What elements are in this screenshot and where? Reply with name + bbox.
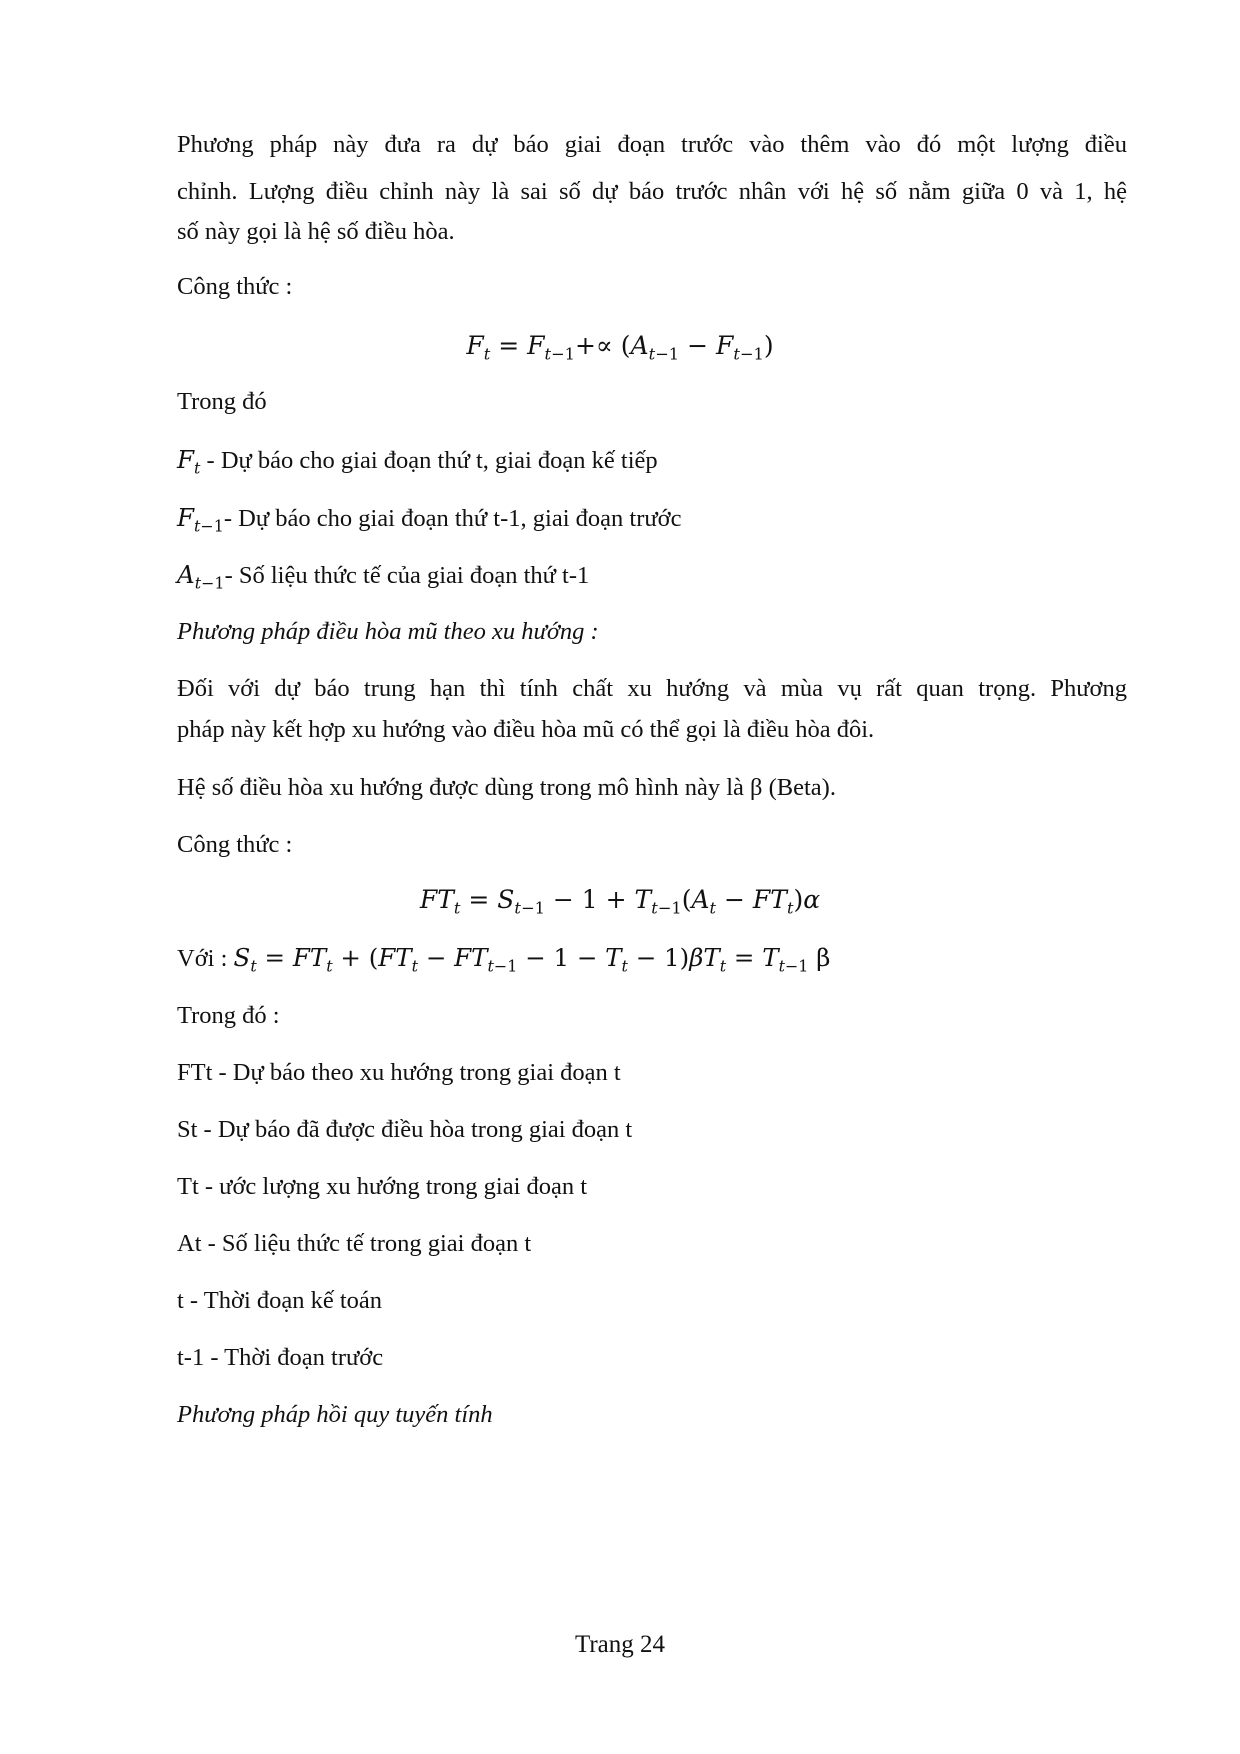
definition-FTt: FTt - Dự báo theo xu hướng trong giai đoạn t (177, 1059, 621, 1086)
heading-trend-method: Phương pháp điều hòa mũ theo xu hướng : (177, 618, 599, 645)
definition-ft-minus-1 (177, 503, 681, 534)
page-number: Trang 24 (574, 1631, 666, 1658)
definition-St: St - Dự báo đã được điều hòa trong giai đoạn t (177, 1116, 633, 1143)
voi-label: Với : (177, 945, 234, 972)
trong-do-label-2: Trong đó : (177, 1002, 280, 1029)
definition-Tt: Tt - ước lượng xu hướng trong giai đoạn t (177, 1173, 588, 1200)
cong-thuc-label-2: Công thức : (177, 831, 293, 858)
definition-t: t - Thời đoạn kế toán (177, 1287, 383, 1314)
definition-at-minus-1-text: - Số liệu thức tế của giai đoạn thứ t-1 (224, 562, 590, 589)
symbol-ft: $F_t$ (177, 445, 201, 478)
paragraph-3: Hệ số điều hòa xu hướng được dùng trong mô hình này là β (Beta). (177, 774, 836, 801)
symbol-at-minus-1: $A_{t-1}$ (177, 560, 225, 593)
formula-exponential-smoothing: $F_t = F_{t-1}+\propto (A_{t-1} - F_{t-1})$ (466, 331, 774, 364)
heading-linear-regression: Phương pháp hồi quy tuyến tính (177, 1401, 493, 1428)
paragraph-1-line-2: chỉnh. Lượng điều chỉnh này là sai số dự báo trước nhân với hệ số nằm giữa 0 và 1, hệ (177, 178, 1127, 205)
formula-smoothed-line (177, 943, 830, 974)
symbol-ft-minus-1: $F_{t-1}$ (177, 503, 224, 536)
paragraph-2-line-2: pháp này kết hợp xu hướng vào điều hòa mũ có thể gọi là điều hòa đôi. (177, 716, 875, 743)
definition-At: At - Số liệu thức tế trong giai đoạn t (177, 1230, 532, 1257)
definition-at-minus-1 (177, 560, 589, 591)
trong-do-label-1: Trong đó (177, 388, 267, 415)
definition-ft (177, 445, 658, 476)
paragraph-1-line-1: Phương pháp này đưa ra dự báo giai đoạn trước vào thêm vào đó một lượng điều (177, 131, 1127, 158)
paragraph-1-line-3: số này gọi là hệ số điều hòa. (177, 218, 455, 245)
formula-trend-forecast: $FT_t = S_{t-1} - 1 + T_{t-1}(A_t - FT_t)\alpha$ (419, 885, 821, 918)
cong-thuc-label-1: Công thức : (177, 273, 293, 300)
formula-smoothed: $S_t = FT_t + (FT_t - FT_{t-1} - 1 - T_t - 1)\beta T_t = T_{t-1}$ β (233, 943, 831, 976)
definition-ft-text: - Dự báo cho giai đoạn thứ t, giai đoạn kế tiếp (200, 447, 658, 474)
definition-t-minus-1: t-1 - Thời đoạn trước (177, 1344, 384, 1371)
paragraph-2-line-1: Đối với dự báo trung hạn thì tính chất xu hướng và mùa vụ rất quan trọng. Phương (177, 675, 1127, 702)
definition-ft-minus-1-text: - Dự báo cho giai đoạn thứ t-1, giai đoạn trước (223, 505, 682, 532)
